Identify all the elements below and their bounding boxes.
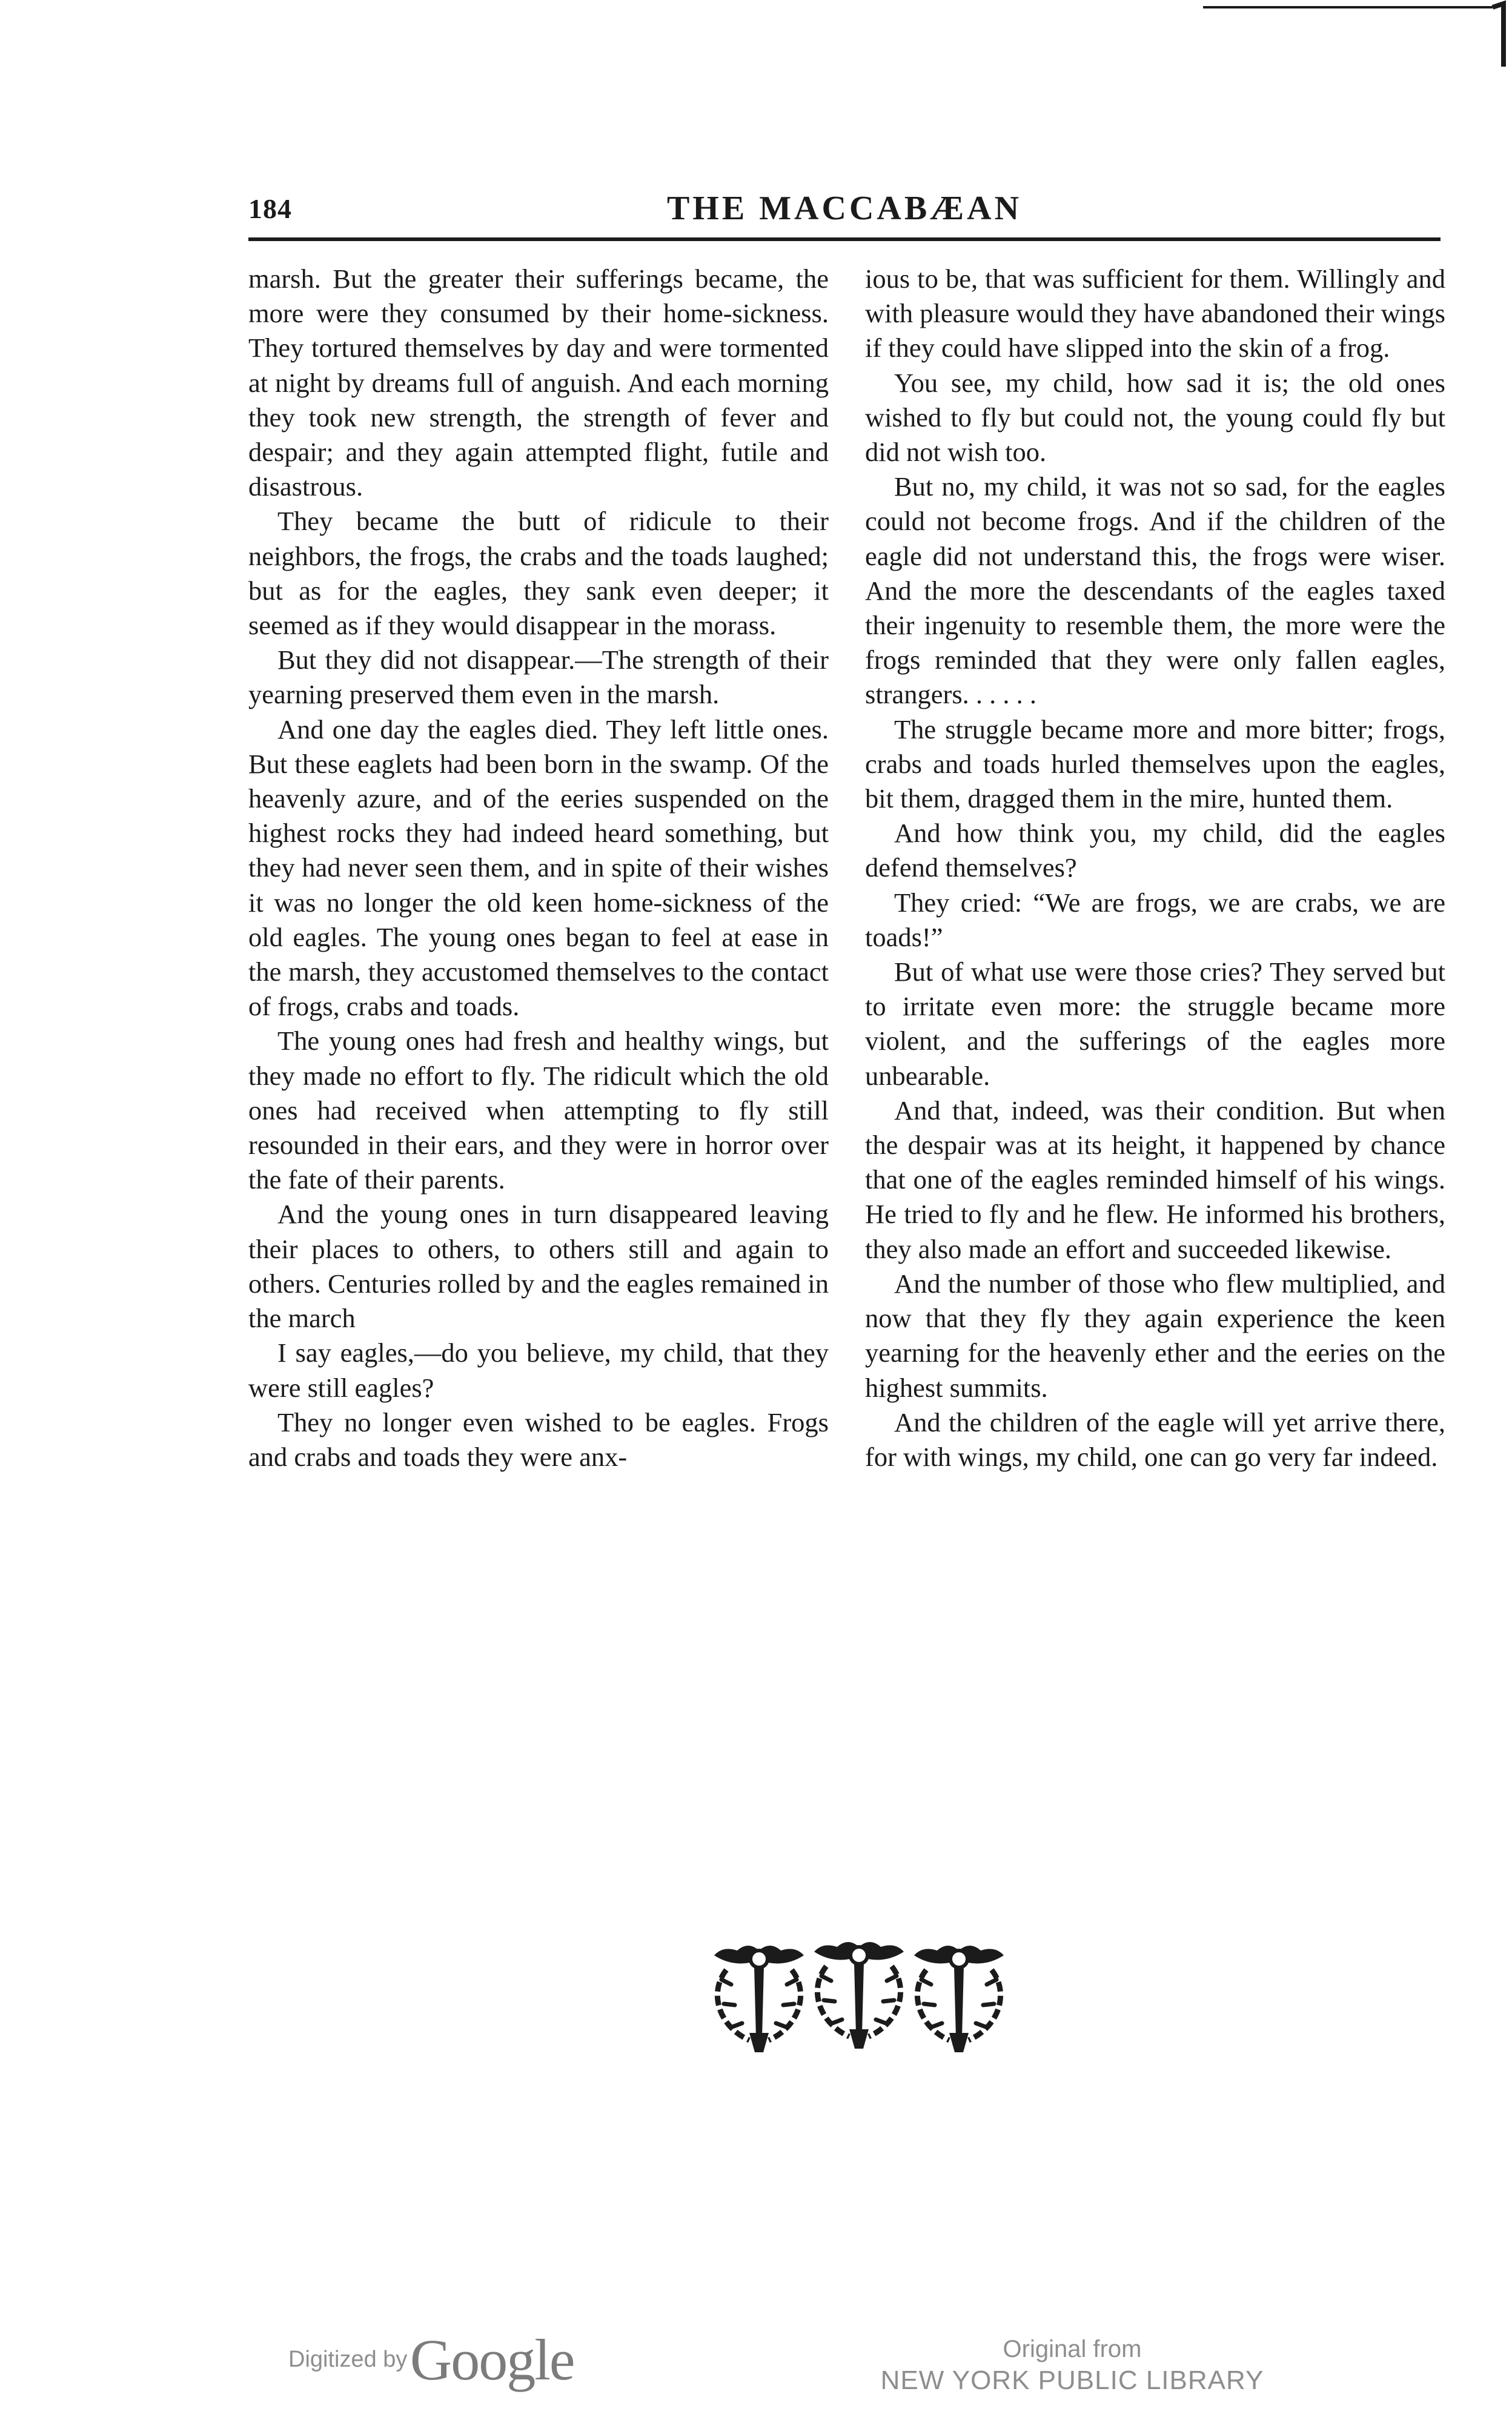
page-number: 184 — [248, 193, 292, 224]
paragraph: And the young ones in turn disappeared leaving their places to others, to others still and again to others. Centuries rolled by and the eagles remained in the march — [248, 1199, 829, 1334]
paragraph: The struggle became more and more bitter; frogs, crabs and toads hurled themselves upon the eagles, bit them, dragged them in the mire, hunted them. — [865, 714, 1445, 814]
paragraph: marsh. But the greater their sufferings became, the more were they consumed by their home-sickness. They tortured themselves by day and were tormented at night by dreams full of anguish. And each morning they took new strength, the strength of fever and despair; and they again attempted flight, futile and disastrous. — [248, 264, 829, 502]
paragraph: And the children of the eagle will yet arrive there, for with wings, my child, one can go very far indeed. — [865, 1407, 1445, 1472]
scan-corner-mark — [1203, 0, 1512, 67]
paragraph: They cried: “We are frogs, we are crabs, we are toads!” — [865, 887, 1445, 952]
paragraph: They became the butt of ridicule to their neighbors, the frogs, the crabs and the toads laughed; but as for the eagles, they sank even deeper; it seemed as if they would disappear in the morass. — [248, 506, 829, 641]
library-name: NEW YORK PUBLIC LIBRARY — [880, 2365, 1264, 2395]
text-column-left — [248, 262, 829, 1474]
paragraph: But of what use were those cries? They served but to irritate even more: the struggle became more violent, and the sufferings of the eagles more unbearable. — [865, 956, 1445, 1091]
paragraph: But no, my child, it was not so sad, for the eagles could not become frogs. And if the children of the eagle did not understand this, the frogs were wiser. And the more the descendants of the eagles taxed their ingenuity to resemble them, the more were the frogs reminded that they were only fallen eagles, strangers. . . . . . — [865, 471, 1445, 710]
paragraph: They no longer even wished to be eagles. Frogs and crabs and toads they were anx- — [248, 1407, 829, 1472]
google-logo: Google — [409, 2327, 574, 2392]
paragraph: And one day the eagles died. They left little ones. But these eaglets had been born in the swamp. Of the heavenly azure, and of the eeries suspended on the highest rocks they had indeed heard something, but they had never seen them, and in spite of their wishes it was no longer the old keen home-sickness of the old eagles. The young ones began to feel at ease in the marsh, they accustomed themselves to the contact of frogs, crabs and toads. — [248, 714, 829, 1022]
running-title: THE MACCABÆAN — [666, 190, 1023, 227]
paragraph: And the number of those who flew multiplied, and now that they fly they again experience the keen yearning for the heavenly ether and the eeries on the highest summits. — [865, 1268, 1445, 1403]
paragraph: You see, my child, how sad it is; the old ones wished to fly but could not, the young could fly but did not wish too. — [865, 367, 1445, 468]
source-library-watermark — [878, 2335, 1266, 2398]
page-header — [248, 190, 1441, 241]
paragraph: And how think you, my child, did the eagles defend themselves? — [865, 818, 1445, 883]
digitized-by-label: Digitized by — [288, 2347, 408, 2372]
paragraph: I say eagles,—do you believe, my child, that they were still eagles? — [248, 1337, 829, 1403]
paragraph: ious to be, that was sufficient for them. Willingly and with pleasure would they have abandoned their wings if they could have slipped into the skin of a frog. — [865, 264, 1445, 363]
original-from-label: Original from — [1003, 2336, 1142, 2362]
text-column-right — [865, 262, 1445, 1474]
tripled-wreath-torch-ornament-icon — [701, 1931, 1016, 2052]
paragraph: And that, indeed, was their condition. But when the despair was at its height, it happened by chance that one of the eagles reminded himself of his wings. He tried to fly and he flew. He informed his brothers, they also made an effort and succeeded likewise. — [865, 1095, 1445, 1264]
digitized-by-google-watermark — [288, 2326, 574, 2393]
paragraph: But they did not disappear.—The strength of their yearning preserved them even in the marsh. — [248, 645, 829, 710]
paragraph: The young ones had fresh and healthy wings, but they made no effort to fly. The ridicult which the old ones had received when attempting to fly still resounded in their ears, and they were in horror over the fate of their parents. — [248, 1026, 829, 1195]
